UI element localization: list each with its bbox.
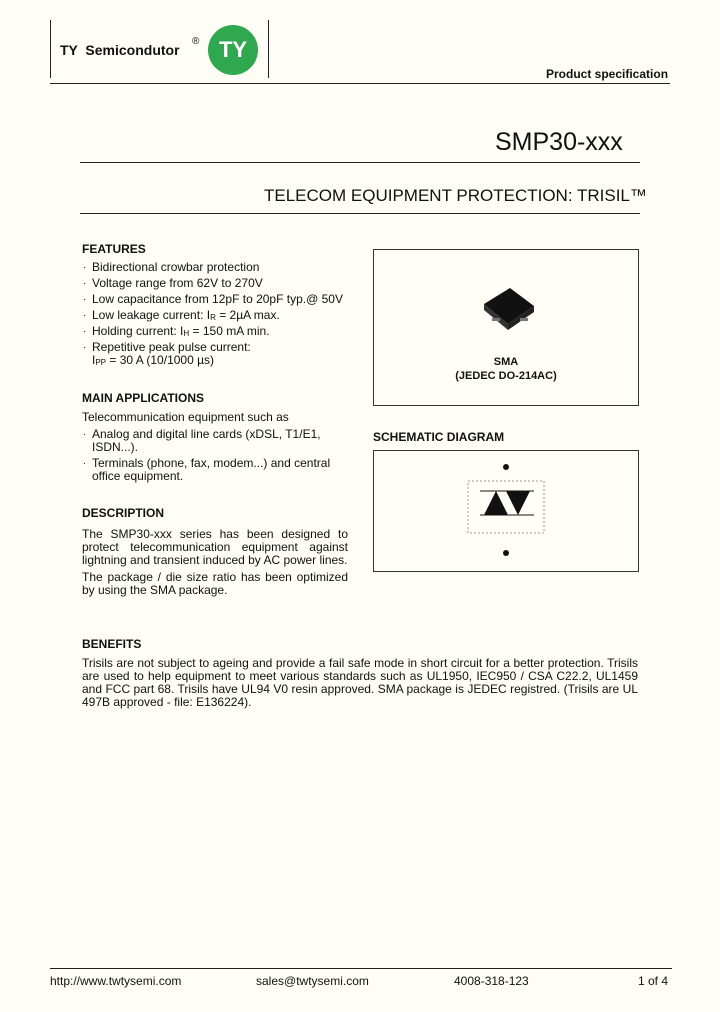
footer-phone: 4008-318-123 <box>454 974 529 988</box>
applications-intro: Telecommunication equipment such as <box>82 410 289 424</box>
company-logo <box>208 25 258 75</box>
footer-email[interactable]: sales@twtysemi.com <box>256 974 369 988</box>
trisil-symbol <box>456 457 556 567</box>
company-name: TY Semicondutor <box>60 42 180 58</box>
benefits-text: Trisils are not subject to ageing and provide a fail safe mode in short circuit for a better protection. Trisils are used to help equipment to meet various standards such as UL1950, IEC950 / CSA C22.2, UL1459 and FCC part 68. Trisils have UL94 V0 resin approved. SMA package is JEDEC registred. (Trisils are UL 497B approved - file: E136224). <box>82 656 638 709</box>
feature-item: . Low leakage current: $I_R = 2\mu A$ max. <box>83 308 280 322</box>
header-left-rule <box>50 20 51 78</box>
logo-text: TY <box>218 37 248 62</box>
title-rule <box>80 162 640 163</box>
feature-item: . Low capacitance from 12pF to 20pF typ.@ 50V <box>83 292 343 306</box>
applications-title: MAIN APPLICATIONS <box>82 391 204 405</box>
doc-type: Product specification <box>546 67 669 81</box>
footer-page-number: 1 of 4 <box>638 974 669 988</box>
part-number: SMP30-xxx <box>495 128 623 156</box>
feature-item: . Voltage range from 62V to 270V <box>83 276 263 290</box>
schematic-title: SCHEMATIC DIAGRAM <box>373 430 505 444</box>
registered-mark: ® <box>192 36 200 47</box>
page-subtitle: TELECOM EQUIPMENT PROTECTION: TRISIL™ <box>264 186 647 205</box>
features-title: FEATURES <box>82 242 146 256</box>
package-standard: (JEDEC DO-214AC) <box>455 370 557 382</box>
application-item-continuation: office equipment. <box>92 469 184 483</box>
feature-item: . Bidirectional crowbar protection <box>83 260 260 274</box>
application-item: . Analog and digital line cards (xDSL, T1/E1, <box>83 427 321 441</box>
subtitle-rule <box>80 213 640 214</box>
benefits-title: BENEFITS <box>82 637 142 651</box>
package-name: SMA <box>493 356 519 368</box>
feature-item: . Holding current: $I_H = 150$ mA min. <box>83 324 270 338</box>
feature-item: . Repetitive peak pulse current: <box>83 340 251 354</box>
sma-package-image <box>472 282 552 342</box>
package-box <box>373 249 639 406</box>
application-item-continuation: ISDN...). <box>92 440 139 454</box>
description-para-2: The package / die size ratio has been optimized by using the SMA package. <box>82 570 348 597</box>
description-para-1: The SMP30-xxx series has been designed to protect telecommunication equipment against lightning and transient induced by AC power lines. <box>82 527 348 567</box>
schematic-box <box>373 450 639 572</box>
footer-rule <box>50 968 672 969</box>
header-rule <box>50 83 670 84</box>
application-item: . Terminals (phone, fax, modem...) and central <box>83 456 331 470</box>
feature-item-continuation: $I_{PP} = 30$ A (10/1000 µs) <box>92 353 215 367</box>
footer-website[interactable]: http://www.twtysemi.com <box>50 974 182 988</box>
header-right-rule <box>268 20 269 78</box>
description-title: DESCRIPTION <box>82 506 165 520</box>
